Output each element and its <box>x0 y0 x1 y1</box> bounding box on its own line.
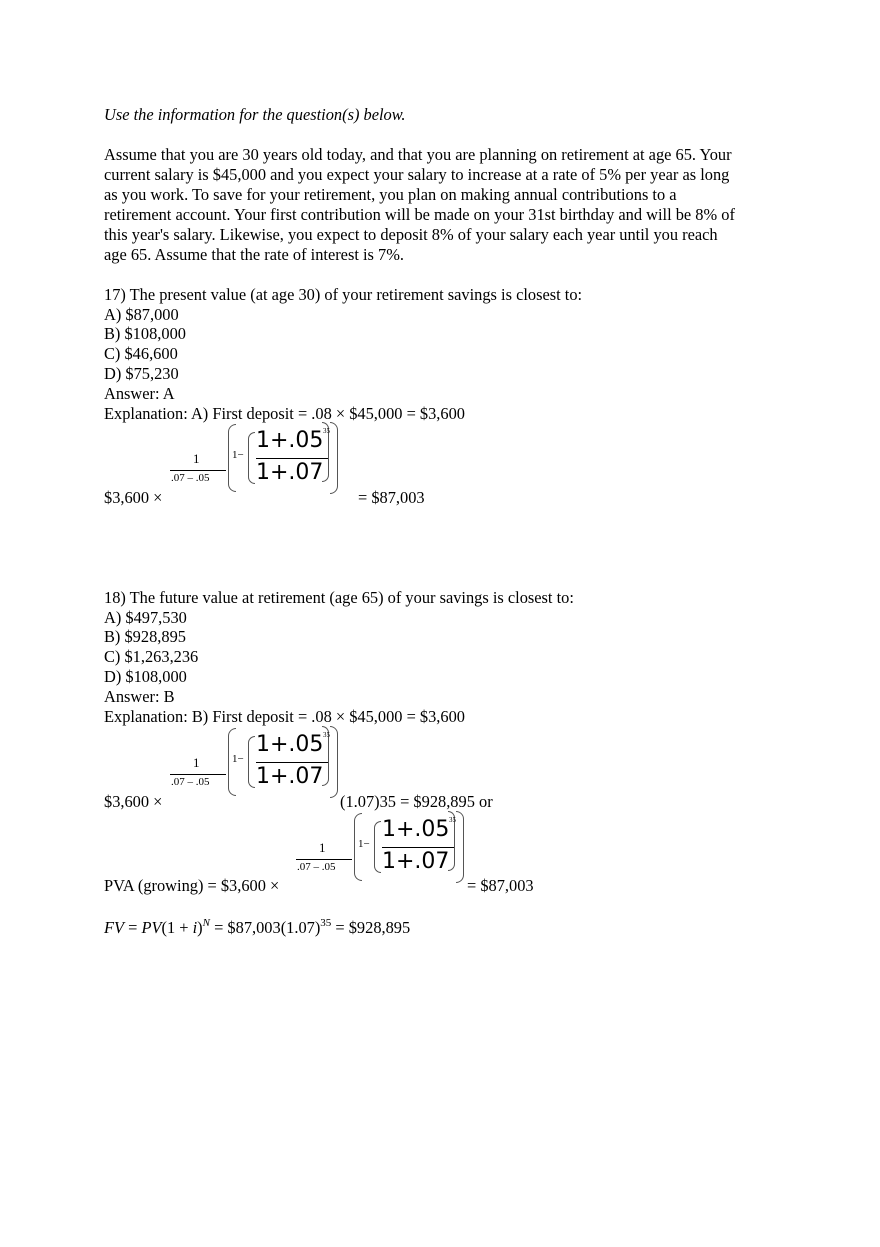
q17-question: 17) The present value (at age 30) of your retirement savings is closest to: <box>104 285 583 304</box>
scenario-line: current salary is $45,000 and you expect your salary to increase at a rate of 5% per year as long <box>104 165 730 184</box>
fv-equation <box>104 918 410 940</box>
fv-exponent: 35 <box>320 917 332 929</box>
q18-calc1-lhs: $3,600 × <box>104 792 163 811</box>
q18-option-d: D) $108,000 <box>104 667 187 686</box>
formula-exponent: 35 <box>449 816 456 824</box>
formula-rate-term: 1+.07 <box>256 764 324 789</box>
q17-option-b: B) $108,000 <box>104 324 186 343</box>
formula-growth-term: 1+.05 <box>382 817 450 842</box>
formula-exponent: 35 <box>323 731 330 739</box>
q17-calc-lhs: $3,600 × <box>104 488 163 507</box>
fv-open-paren: (1 + <box>161 918 193 937</box>
pv-symbol: PV <box>141 918 162 937</box>
periods-exponent: N <box>202 917 210 929</box>
scenario-line: this year's salary. Likewise, you expect to deposit 8% of your salary each year until you reach <box>104 225 718 244</box>
formula-rate-term: 1+.07 <box>256 460 324 485</box>
formula-rate-difference: .07 – .05 <box>171 776 210 788</box>
formula-one-minus: 1− <box>232 753 244 765</box>
q18-calc2-lhs: PVA (growing) = $3,600 × <box>104 876 280 895</box>
scenario-line: Assume that you are 30 years old today, and that you are planning on retirement at age 65. Your <box>104 145 732 164</box>
scenario-line: as you work. To save for your retirement, you plan on making annual contributions to a <box>104 185 677 204</box>
q18-option-b: B) $928,895 <box>104 627 186 646</box>
q18-explanation: Explanation: B) First deposit = .08 × $45,000 = $3,600 <box>104 707 465 726</box>
formula-rate-difference: .07 – .05 <box>171 472 210 484</box>
formula-one-minus: 1− <box>358 838 370 850</box>
q18-option-c: C) $1,263,236 <box>104 647 199 666</box>
q18-calc2-result: = $87,003 <box>467 876 534 895</box>
formula-rate-difference: .07 – .05 <box>297 861 336 873</box>
formula-rate-term: 1+.07 <box>382 849 450 874</box>
growing-annuity-formula <box>168 422 348 494</box>
growing-annuity-formula <box>294 811 474 883</box>
q18-answer: Answer: B <box>104 687 175 706</box>
intro-line: Use the information for the question(s) below. <box>104 105 406 124</box>
formula-growth-term: 1+.05 <box>256 732 324 757</box>
q18-option-a: A) $497,530 <box>104 608 187 627</box>
q17-answer: Answer: A <box>104 384 175 403</box>
q17-option-a: A) $87,000 <box>104 305 179 324</box>
q18-calc1-result: (1.07)35 = $928,895 or <box>340 792 493 811</box>
fv-symbol: FV <box>104 918 125 937</box>
rate-symbol: i <box>192 918 198 937</box>
scenario-line: age 65. Assume that the rate of interest is 7%. <box>104 245 404 264</box>
q17-explanation: Explanation: A) First deposit = .08 × $45,000 = $3,600 <box>104 404 465 423</box>
fv-mid: = $87,003(1.07) <box>209 918 321 937</box>
q17-calc-result: = $87,003 <box>358 488 425 507</box>
fv-close-paren: ) <box>197 918 203 937</box>
formula-one: 1 <box>193 755 200 770</box>
formula-one: 1 <box>319 840 326 855</box>
growing-annuity-formula <box>168 726 348 798</box>
q17-option-c: C) $46,600 <box>104 344 178 363</box>
formula-growth-term: 1+.05 <box>256 428 324 453</box>
fv-equals: = <box>124 918 142 937</box>
q17-option-d: D) $75,230 <box>104 364 179 383</box>
formula-one-minus: 1− <box>232 449 244 461</box>
q18-question: 18) The future value at retirement (age 65) of your savings is closest to: <box>104 588 574 607</box>
scenario-line: retirement account. Your first contribution will be made on your 31st birthday and will be 8% of <box>104 205 735 224</box>
fv-result: = $928,895 <box>331 918 411 937</box>
formula-one: 1 <box>193 451 200 466</box>
formula-exponent: 35 <box>323 427 330 435</box>
